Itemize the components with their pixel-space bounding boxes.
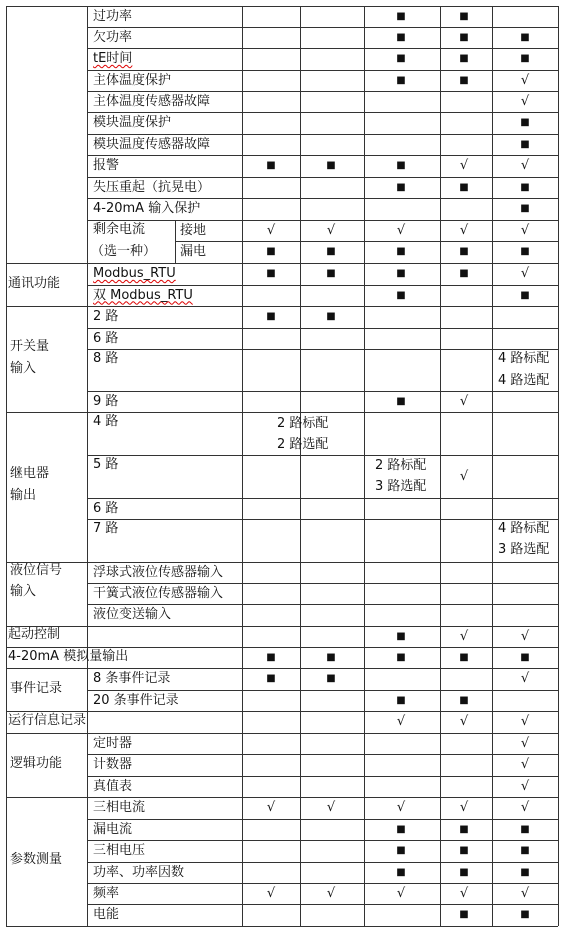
square-mark: ■ <box>396 181 406 193</box>
row-label: 2 路 <box>93 309 119 324</box>
note-switch8-line2: 4 路选配 <box>498 373 550 388</box>
square-mark: ■ <box>396 866 406 878</box>
row-label: 过功率 <box>93 8 133 24</box>
square-mark: ■ <box>459 651 469 663</box>
row-label: 漏电流 <box>93 821 133 837</box>
square-mark: ■ <box>459 31 469 43</box>
group-level-signal-line2: 输入 <box>10 584 37 599</box>
square-mark: ■ <box>459 823 469 835</box>
square-mark: ■ <box>396 160 406 171</box>
row-label: 欠功率 <box>93 29 133 45</box>
check-mark: √ <box>266 885 276 901</box>
row-label: 浮球式液位传感器输入 <box>93 564 224 580</box>
square-mark: ■ <box>459 694 469 706</box>
square-mark: ■ <box>396 823 406 835</box>
square-mark: ■ <box>396 53 406 64</box>
square-mark: ■ <box>326 673 336 684</box>
square-mark: ■ <box>266 160 276 171</box>
check-mark: √ <box>326 222 336 238</box>
square-mark: ■ <box>520 117 530 128</box>
check-mark: √ <box>459 714 469 729</box>
row-label: 频率 <box>93 885 120 901</box>
row-label: 8 路 <box>93 351 119 366</box>
square-mark: ■ <box>396 630 406 642</box>
square-mark: ■ <box>396 395 406 407</box>
row-label: 接地 <box>180 222 207 238</box>
note-relay7-line2: 3 路选配 <box>498 542 550 557</box>
check-mark: √ <box>396 222 406 238</box>
row-label: 计数器 <box>93 757 133 772</box>
square-mark: ■ <box>520 845 530 856</box>
row-label: 5 路 <box>93 457 119 472</box>
row-label: 7 路 <box>93 521 119 536</box>
square-mark: ■ <box>396 289 406 301</box>
group-residual-current-line2: （选一种） <box>91 244 157 259</box>
row-label: 4 路 <box>93 414 119 429</box>
square-mark: ■ <box>520 138 530 150</box>
row-label: 液位变送输入 <box>93 607 172 622</box>
square-mark: ■ <box>266 246 276 257</box>
group-relay-output-line1: 继电器 <box>10 466 50 481</box>
group-switch-input-line2: 输入 <box>10 361 37 376</box>
square-mark: ■ <box>266 311 276 322</box>
row-label: 干簧式液位传感器输入 <box>93 585 224 601</box>
square-mark: ■ <box>520 823 530 835</box>
row-label: 8 条事件记录 <box>93 671 171 686</box>
square-mark: ■ <box>396 268 406 279</box>
square-mark: ■ <box>396 694 406 706</box>
square-mark: ■ <box>459 181 469 193</box>
group-event-record: 事件记录 <box>10 681 63 696</box>
check-mark: √ <box>459 800 469 815</box>
check-mark: √ <box>459 628 469 644</box>
group-run-info-record: 运行信息记录 <box>8 713 87 728</box>
square-mark: ■ <box>459 268 469 279</box>
square-mark: ■ <box>396 246 406 257</box>
square-mark: ■ <box>396 31 406 43</box>
check-mark: √ <box>396 885 406 901</box>
square-mark: ■ <box>459 909 469 920</box>
square-mark: ■ <box>459 866 469 878</box>
row-label: 4-20mA 输入保护 <box>93 201 201 216</box>
row-label: 模块温度保护 <box>93 115 172 130</box>
check-mark: √ <box>520 735 530 751</box>
check-mark: √ <box>326 885 336 901</box>
check-mark: √ <box>266 222 276 238</box>
square-mark: ■ <box>396 10 406 22</box>
row-label: Modbus_RTU <box>93 266 176 281</box>
square-mark: ■ <box>520 246 530 257</box>
group-param-measure: 参数测量 <box>10 852 63 867</box>
check-mark: √ <box>520 72 530 88</box>
check-mark: √ <box>266 800 276 815</box>
check-mark: √ <box>520 222 530 238</box>
row-label: tE时间 <box>93 51 133 66</box>
square-mark: ■ <box>520 866 530 878</box>
row-label: 主体温度保护 <box>93 72 172 88</box>
group-start-control: 起动控制 <box>8 627 61 642</box>
check-mark: √ <box>459 222 469 238</box>
row-label: 真值表 <box>93 778 133 794</box>
square-mark: ■ <box>326 651 336 663</box>
note-relay5-line2: 3 路选配 <box>375 479 427 494</box>
note-relay5-line1: 2 路标配 <box>375 458 427 473</box>
group-relay-output-line2: 输出 <box>10 488 37 503</box>
square-mark: ■ <box>326 246 336 257</box>
row-label: 三相电流 <box>93 800 146 815</box>
check-mark: √ <box>459 885 469 901</box>
check-mark: √ <box>396 714 406 729</box>
note-relay4-line1: 2 路标配 <box>277 416 329 431</box>
square-mark: ■ <box>326 160 336 171</box>
row-label: 功率、功率因数 <box>93 864 185 880</box>
square-mark: ■ <box>520 203 530 214</box>
check-mark: √ <box>520 266 530 281</box>
check-mark: √ <box>459 158 469 173</box>
check-mark: √ <box>520 800 530 815</box>
square-mark: ■ <box>396 74 406 86</box>
square-mark: ■ <box>520 31 530 43</box>
square-mark: ■ <box>266 651 276 663</box>
row-label: 定时器 <box>93 735 133 751</box>
note-relay7-line1: 4 路标配 <box>498 521 550 536</box>
row-label: 6 路 <box>93 330 119 346</box>
row-label: 三相电压 <box>93 843 146 858</box>
check-mark: √ <box>520 93 530 109</box>
group-residual-current-line1: 剩余电流 <box>93 222 146 237</box>
square-mark: ■ <box>266 268 276 279</box>
row-label: 失压重起（抗晃电） <box>93 179 211 195</box>
row-label: 双 Modbus_RTU <box>93 287 193 303</box>
row-label: 6 路 <box>93 500 119 516</box>
square-mark: ■ <box>520 289 530 301</box>
square-mark: ■ <box>520 181 530 193</box>
check-mark: √ <box>396 800 406 815</box>
row-label: 20 条事件记录 <box>93 692 179 708</box>
note-relay4-line2: 2 路选配 <box>277 437 329 452</box>
group-communication: 通讯功能 <box>8 276 61 291</box>
check-mark: √ <box>520 885 530 901</box>
group-logic: 逻辑功能 <box>10 756 63 771</box>
square-mark: ■ <box>520 651 530 663</box>
check-mark: √ <box>459 393 469 409</box>
square-mark: ■ <box>459 845 469 856</box>
row-label: 模块温度传感器故障 <box>93 136 211 152</box>
row-label: 报警 <box>93 158 120 173</box>
square-mark: ■ <box>459 10 469 22</box>
row-label: 主体温度传感器故障 <box>93 93 211 109</box>
square-mark: ■ <box>326 311 336 322</box>
row-label: 电能 <box>93 907 120 922</box>
group-level-signal-line1: 液位信号 <box>10 563 63 578</box>
check-mark: √ <box>520 714 530 729</box>
square-mark: ■ <box>396 651 406 663</box>
square-mark: ■ <box>266 673 276 684</box>
note-switch8-line1: 4 路标配 <box>498 351 550 366</box>
group-switch-input-line1: 开关量 <box>10 339 50 354</box>
group-analog-output: 4-20mA 模拟量输出 <box>8 649 129 664</box>
square-mark: ■ <box>459 246 469 257</box>
check-mark: √ <box>520 628 530 644</box>
square-mark: ■ <box>326 268 336 279</box>
square-mark: ■ <box>459 74 469 86</box>
square-mark: ■ <box>520 53 530 64</box>
check-mark: √ <box>459 468 469 484</box>
check-mark: √ <box>520 671 530 686</box>
row-label: 漏电 <box>180 244 207 259</box>
square-mark: ■ <box>520 909 530 920</box>
check-mark: √ <box>520 757 530 772</box>
row-label: 9 路 <box>93 393 119 409</box>
square-mark: ■ <box>459 53 469 64</box>
check-mark: √ <box>326 800 336 815</box>
check-mark: √ <box>520 778 530 794</box>
square-mark: ■ <box>396 845 406 856</box>
check-mark: √ <box>520 158 530 173</box>
